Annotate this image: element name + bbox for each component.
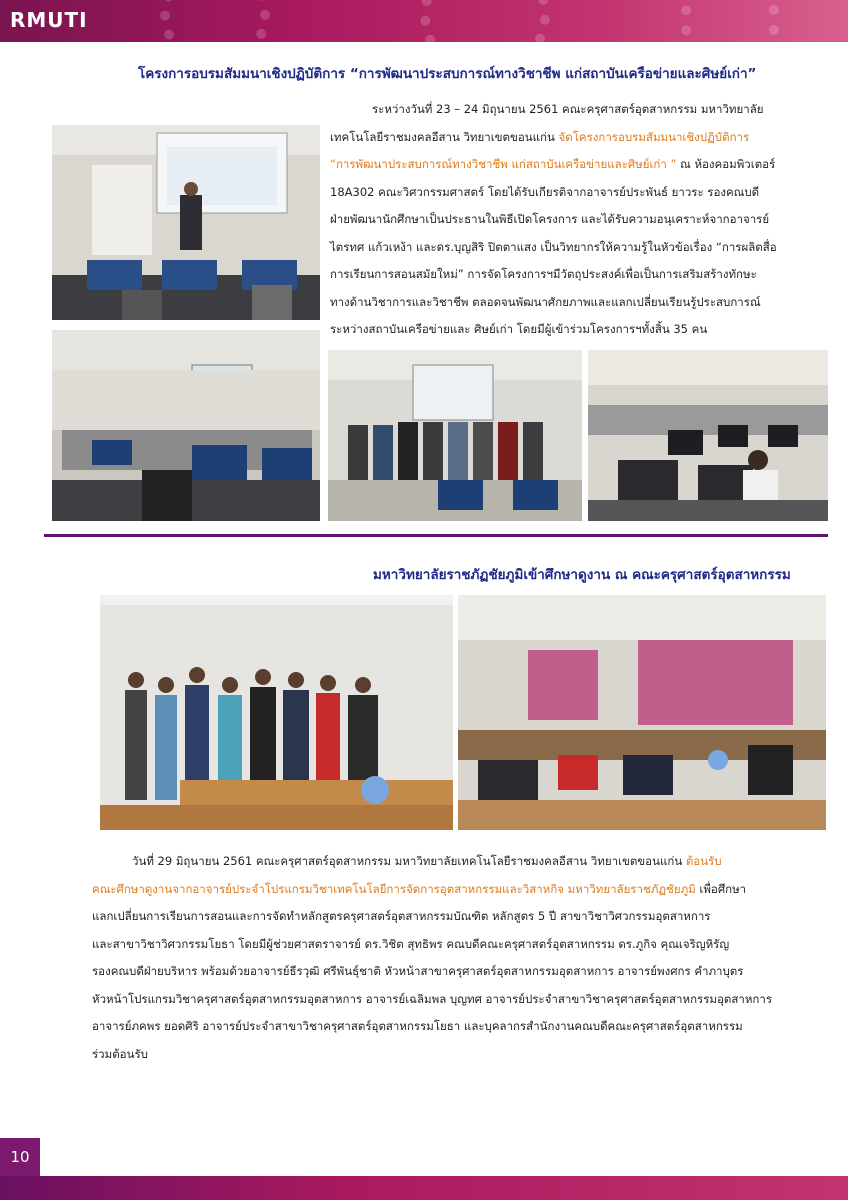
paragraph-line [330,234,822,260]
photo-meeting-room [458,595,826,830]
paragraph-line [330,179,822,205]
section1-title: โครงการอบรมสัมมนาเชิงปฏิบัติการ “การพัฒนาประสบการณ์ทางวิชาชีพ แก่สถาบันเครือข่ายและศิษย์เก่า” [138,66,757,82]
paragraph-line [92,958,822,984]
paragraph-line [92,876,822,902]
paragraph-line [92,1041,822,1067]
photo-visit-group [100,595,453,830]
body-text: ไตรทศ แก้วเหง้า และดร.บุญสิริ ปิตตาแสง เป็นวิทยากรให้ความรู้ในหัวข้อเรื่อง “การผลิตสื่อ [330,239,777,254]
paragraph-line [92,931,822,957]
page-header-banner [0,0,848,42]
paragraph-line [92,986,822,1012]
highlighted-text: ต้อนรับ [685,854,722,868]
photo-training-presenter [52,125,320,320]
gear-decoration [420,0,550,42]
highlighted-text: “การพัฒนาประสบการณ์ทางวิชาชีพ แก่สถาบันเครือข่ายและศิษย์เก่า ” [330,157,677,171]
body-text: ฝ่ายพัฒนานักศึกษาเป็นประธานในพิธีเปิดโครงการ และได้รับความอนุเคราะห์จากอาจารย์ [330,212,770,226]
paragraph-line [330,261,822,287]
body-text: แลกเปลี่ยนการเรียนการสอนและการจัดทำหลักสูตรครุศาสตร์อุตสาหกรรมบัณฑิต หลักสูตร 5 ปี สาขาวิชาวิศวกรรมอุตสาหการ [92,909,711,923]
section-divider [44,534,828,537]
highlighted-text: คณะศึกษาดูงานจากอาจารย์ประจำโปรแกรมวิชาเทคโนโลยีการจัดการอุตสาหกรรมและวิสาหกิจ มหาวิทยาลัยราชภัฏชัยภูมิ [92,881,696,896]
body-text: หัวหน้าโปรแกรมวิชาครุศาสตร์อุตสาหกรรมอุตสาหการ อาจารย์เฉลิมพล บุญทศ อาจารย์ประจำสาขาวิชาครุศาสตร์อุตสาหกรรมอุตสาหการ [92,991,773,1006]
page-number: 10 [0,1138,40,1176]
photo-training-room [52,330,320,521]
body-text: ณ ห้องคอมพิวเตอร์ [676,157,776,171]
body-text: 18A302 คณะวิศวกรรมศาสตร์ โดยได้รับเกียรติจากอาจารย์ประพันธ์ ยาวระ รองคณบดี [330,184,760,199]
body-text: เทคโนโลยีราชมงคลอีสาน วิทยาเขตขอนแก่น [330,129,559,144]
section2-title: มหาวิทยาลัยราชภัฏชัยภูมิเข้าศึกษาดูงาน ณ คณะครุศาสตร์อุตสาหกรรม [373,567,791,583]
paragraph-line [372,96,822,122]
paragraph-line [330,151,822,177]
rmuti-logo: RMUTI [10,8,88,32]
body-text: ระหว่างสถาบันเครือข่ายและ ศิษย์เก่า โดยมีผู้เข้าร่วมโครงการฯทั้งสิ้น 35 คน [330,322,708,336]
body-text: การเรียนการสอนสมัยใหม่” การจัดโครงการฯมีวัตถุประสงค์เพื่อเป็นการเสริมสร้างทักษะ [330,267,757,281]
paragraph-line [92,1013,822,1039]
body-text: วันที่ 29 มิถุนายน 2561 คณะครุศาสตร์อุตสาหกรรม มหาวิทยาลัยเทคโนโลยีราชมงคลอีสาน วิทยาเขตขอนแก่น [132,854,686,868]
paragraph-line [330,289,822,315]
body-text: ทางด้านวิชาการและวิชาชีพ ตลอดจนพัฒนาศักยภาพและแลกเปลี่ยนเรียนรู้ประสบการณ์ [330,294,761,309]
photo-participants [588,350,828,521]
body-text: และสาขาวิชาวิศวกรรมโยธา โดยมีผู้ช่วยศาสตราจารย์ ดร.วิชิต สุทธิพร คณบดีคณะครุศาสตร์อุตสาหกรรม ดร.ภูกิจ คุณเจริญหิรัญ [92,936,730,951]
body-text: เพื่อศึกษา [695,881,747,896]
gear-decoration [160,0,270,42]
highlighted-text: จัดโครงการอบรมสัมมนาเชิงปฏิบัติการ [558,129,750,144]
body-text: รองคณบดีฝ่ายบริหาร พร้อมด้วยอาจารย์ธีรวุฒิ ศรีพันธุ์ชาติ หัวหน้าสาขาครุศาสตร์อุตสาหกรรมอุตสาหการ อาจารย์พงศกร คำภาบุตร [92,964,744,978]
paragraph-line [92,903,822,929]
page-footer-banner [0,1176,848,1200]
gear-decoration [680,0,780,42]
photo-group-picture [328,350,582,521]
body-text: อาจารย์ภคพร ยอดศิริ อาจารย์ประจำสาขาวิชาครุศาสตร์อุตสาหกรรมโยธา และบุคลากรสำนักงานคณบดีคณะครุศาสตร์อุตสาหกรรม [92,1019,743,1033]
body-text: ระหว่างวันที่ 23 – 24 มิถุนายน 2561 คณะครุศาสตร์อุตสาหกรรม มหาวิทยาลัย [372,102,764,116]
paragraph-line [330,124,822,150]
paragraph-line [330,316,822,342]
paragraph-line [132,848,822,874]
paragraph-line [330,206,822,232]
body-text: ร่วมต้อนรับ [92,1046,148,1061]
